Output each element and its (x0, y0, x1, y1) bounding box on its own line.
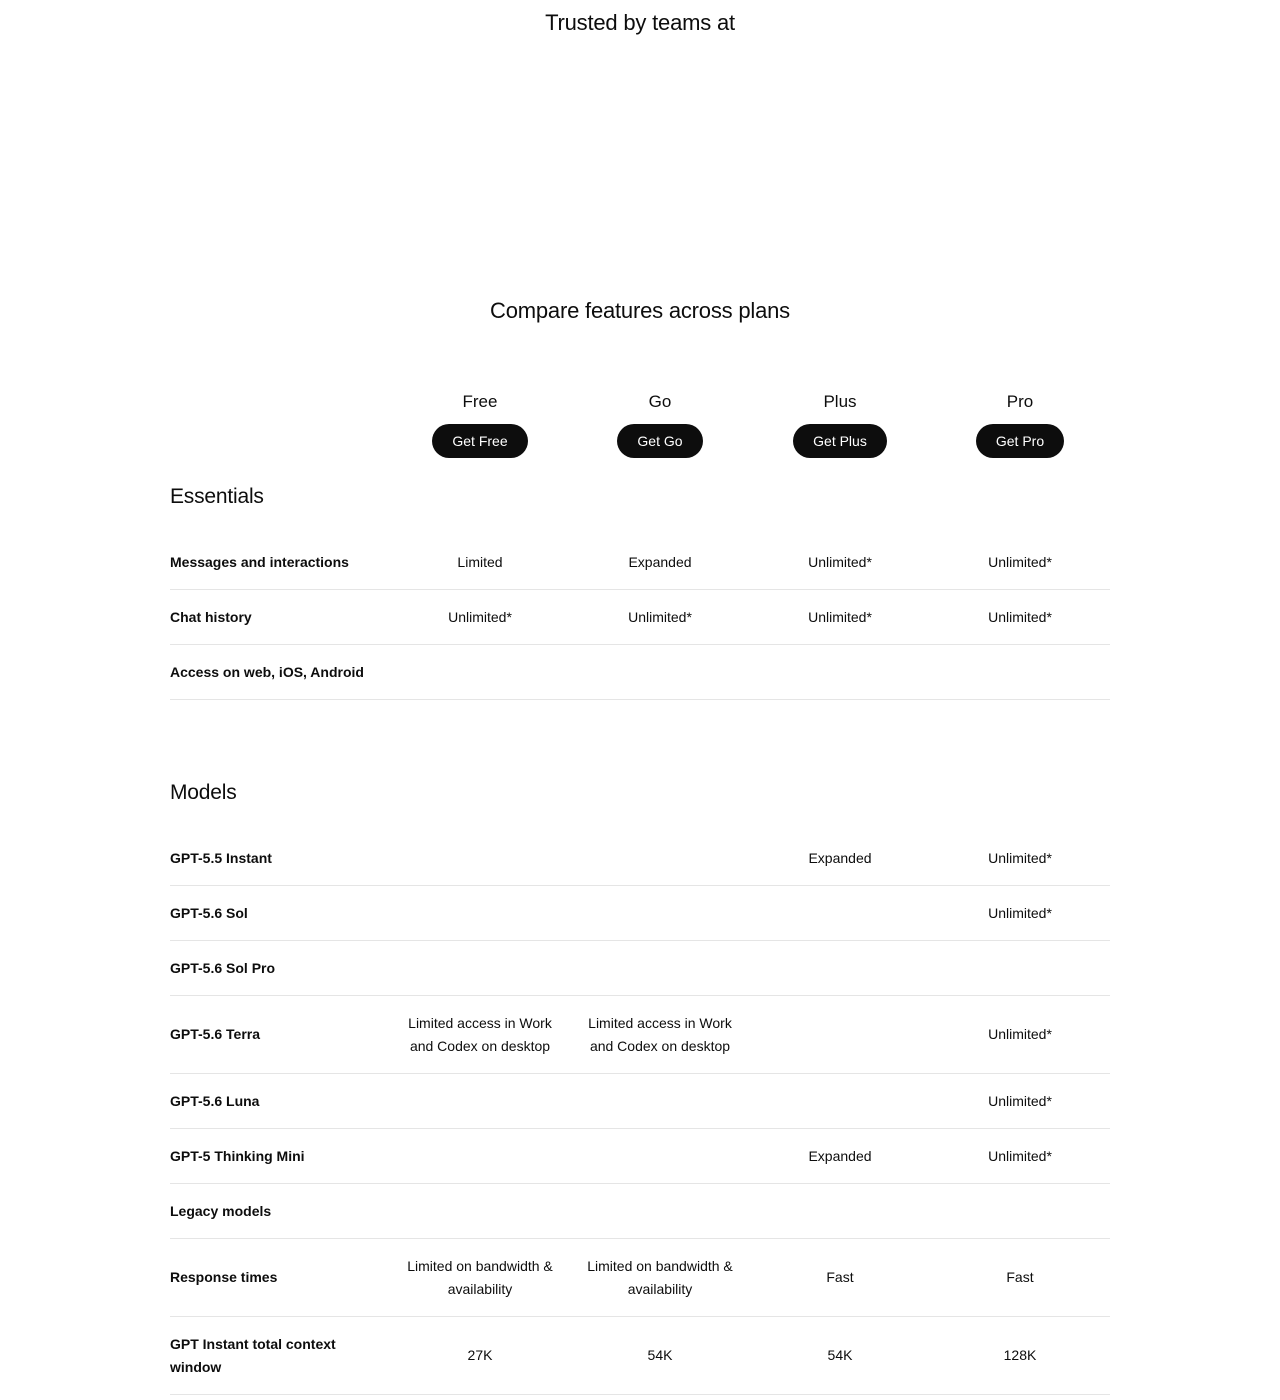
cell-go: 54K (647, 1347, 673, 1363)
feature-label: Access on web, iOS, Android (170, 663, 364, 680)
cell-go: Limited on bandwidth & availability (587, 1257, 733, 1297)
feature-label: GPT-5.5 Instant (170, 849, 272, 866)
models-section-title: Models (170, 781, 237, 804)
cell-pro: 128K (1003, 1347, 1037, 1363)
plan-column-plus (750, 390, 930, 462)
plan-name-free: Free (462, 392, 498, 411)
cell-free: 27K (467, 1347, 493, 1363)
feature-label: GPT-5.6 Sol (170, 904, 248, 921)
plan-column-go (570, 390, 750, 462)
table-row (170, 1317, 1110, 1395)
cell-pro: Unlimited* (988, 1092, 1052, 1109)
get-free-button[interactable]: Get Free (432, 424, 527, 458)
compare-title: Compare features across plans (490, 298, 790, 323)
feature-label: GPT-5.6 Sol Pro (170, 959, 276, 976)
cell-free: Unlimited* (448, 608, 512, 625)
plans-header (390, 390, 1110, 462)
table-row (170, 1129, 1110, 1184)
essentials-section-title: Essentials (170, 485, 264, 508)
cell-free: Limited (457, 553, 503, 570)
cell-go: Expanded (628, 553, 692, 570)
feature-label: Legacy models (170, 1202, 272, 1219)
feature-label: Chat history (170, 608, 252, 625)
trusted-title: Trusted by teams at (545, 10, 735, 35)
get-pro-button[interactable]: Get Pro (976, 424, 1064, 458)
cell-go: Unlimited* (628, 608, 692, 625)
table-row (170, 1184, 1110, 1239)
cell-plus: Fast (826, 1269, 854, 1285)
get-plus-button[interactable]: Get Plus (793, 424, 887, 458)
table-row (170, 1074, 1110, 1129)
table-row (170, 886, 1110, 941)
table-row (170, 645, 1110, 700)
cell-plus: Expanded (808, 1147, 872, 1164)
feature-label: GPT-5 Thinking Mini (170, 1147, 305, 1164)
plan-name-plus: Plus (823, 392, 857, 411)
cell-pro: Unlimited* (988, 553, 1052, 570)
cell-free: Limited on bandwidth & availability (407, 1257, 553, 1297)
feature-label: GPT Instant total context window (170, 1335, 336, 1375)
essentials-table (170, 535, 1110, 700)
table-row (170, 535, 1110, 590)
feature-label: GPT-5.6 Terra (170, 1026, 261, 1042)
table-row (170, 590, 1110, 645)
cell-plus: 54K (827, 1347, 853, 1363)
models-table (170, 831, 1110, 1395)
plan-column-pro (930, 390, 1110, 462)
cell-go: Limited access in Work and Codex on desktop (588, 1014, 732, 1054)
cell-pro: Unlimited* (988, 904, 1052, 921)
customer-logo-strip (170, 60, 1110, 240)
feature-label: Response times (170, 1269, 278, 1285)
plan-name-pro: Pro (1006, 392, 1034, 411)
cell-pro: Unlimited* (988, 608, 1052, 625)
plan-name-go: Go (648, 392, 672, 411)
table-row (170, 831, 1110, 886)
feature-label: Messages and interactions (170, 553, 349, 570)
cell-pro: Unlimited* (988, 1147, 1052, 1164)
plan-column-free (390, 390, 570, 462)
feature-label: GPT-5.6 Luna (170, 1092, 260, 1109)
get-go-button[interactable]: Get Go (617, 424, 702, 458)
table-row (170, 1239, 1110, 1317)
cell-pro: Fast (1006, 1269, 1034, 1285)
cell-pro: Unlimited* (988, 849, 1052, 866)
cell-free: Limited access in Work and Codex on desktop (408, 1014, 552, 1054)
cell-plus: Expanded (808, 849, 872, 866)
table-row (170, 996, 1110, 1074)
table-row (170, 941, 1110, 996)
cell-plus: Unlimited* (808, 608, 872, 625)
cell-pro: Unlimited* (988, 1026, 1052, 1042)
cell-plus: Unlimited* (808, 553, 872, 570)
